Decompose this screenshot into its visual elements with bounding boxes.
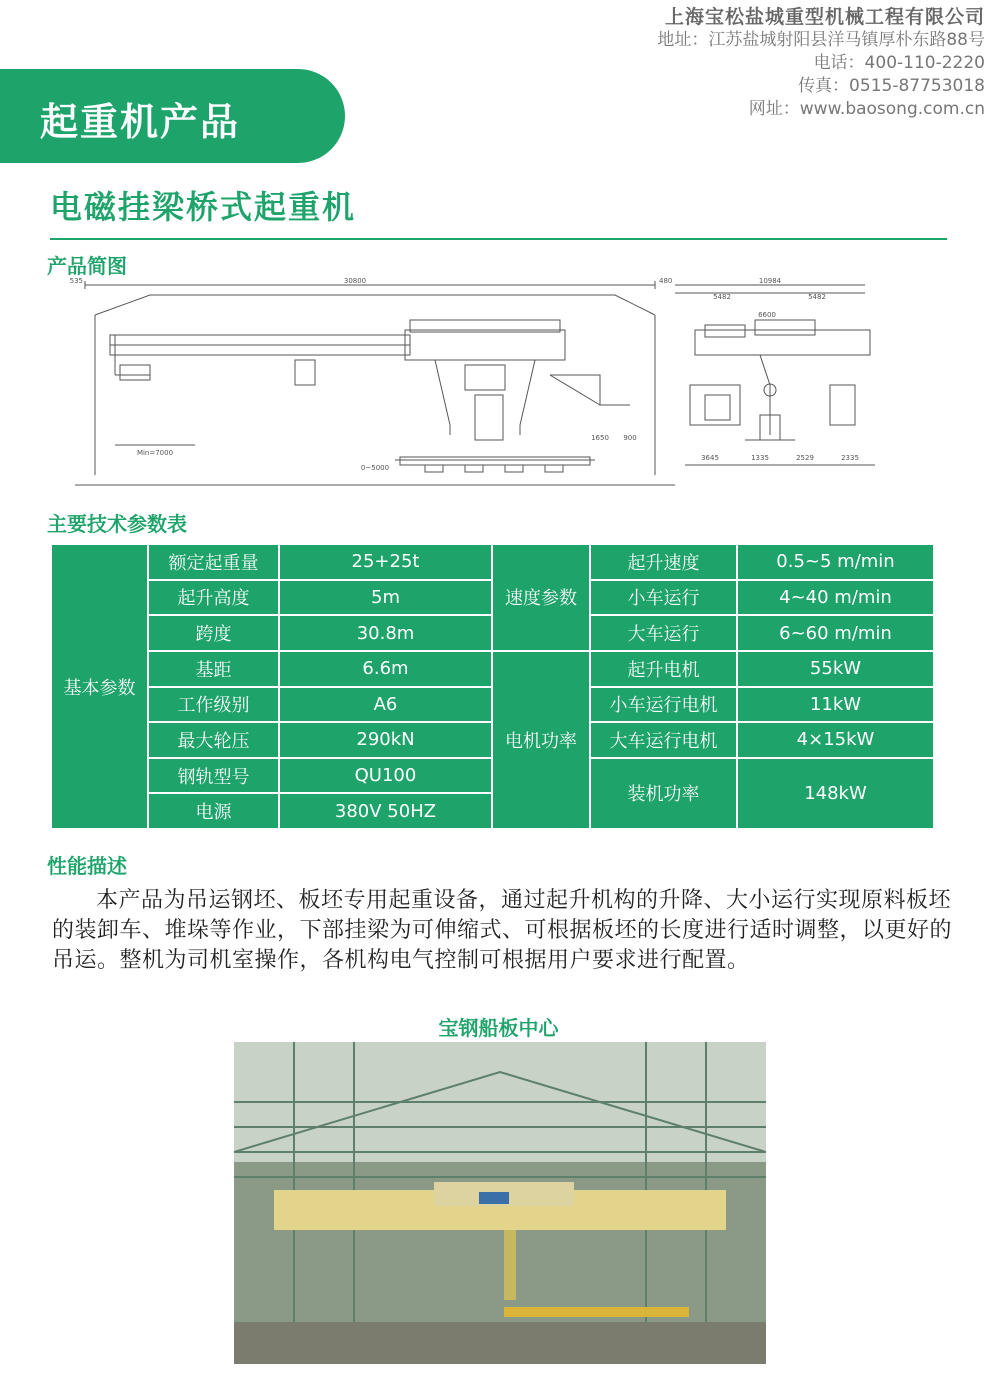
param-label: 跨度	[148, 615, 279, 651]
dim-right-end: 480	[659, 277, 673, 285]
title-divider	[50, 238, 947, 240]
dim-b1: 3645	[701, 454, 719, 462]
dim-d1: 1650	[591, 434, 609, 442]
param-label: 电源	[148, 793, 279, 829]
param-label: 装机功率	[590, 758, 737, 829]
param-value: A6	[279, 687, 492, 723]
table-row	[51, 651, 934, 687]
param-value: 148kW	[737, 758, 934, 829]
banner-label: 起重机产品	[40, 100, 241, 144]
company-address: 地址：江苏盐城射阳县洋马镇厚朴东路88号	[657, 30, 985, 50]
param-label: 起升电机	[590, 651, 737, 687]
performance-text: 本产品为吊运钢坯、板坯专用起重设备，通过起升机构的升降、大小运行实现原料板坯的装卸车、堆垛等作业，下部挂梁为可伸缩式、可根据板坯的长度进行适时调整，以更好的吊运。整机为司机室操作，各机构电气控制可根据用户要求进行配置。	[52, 888, 953, 973]
param-label: 起升高度	[148, 580, 279, 616]
dim-left-end: 535	[69, 277, 83, 285]
table-row	[51, 544, 934, 580]
params-table	[50, 543, 935, 830]
param-value: 380V 50HZ	[279, 793, 492, 829]
installation-photo	[234, 1042, 766, 1364]
param-value: 5m	[279, 580, 492, 616]
param-label: 小车运行电机	[590, 687, 737, 723]
param-value: 55kW	[737, 651, 934, 687]
param-label: 最大轮压	[148, 722, 279, 758]
param-value: 30.8m	[279, 615, 492, 651]
performance-heading: 性能描述	[47, 854, 127, 878]
param-value: 6~60 m/min	[737, 615, 934, 651]
dim-b3: 2529	[796, 454, 814, 462]
product-title: 电磁挂梁桥式起重机	[50, 188, 357, 226]
param-label: 工作级别	[148, 687, 279, 723]
param-value: 25+25t	[279, 544, 492, 580]
param-label: 基距	[148, 651, 279, 687]
group-basic: 基本参数	[51, 544, 148, 829]
param-label: 大车运行电机	[590, 722, 737, 758]
dim-d2: 900	[623, 434, 637, 442]
crane-diagram	[55, 275, 910, 505]
param-value: 290kN	[279, 722, 492, 758]
param-value: 4~40 m/min	[737, 580, 934, 616]
param-label: 额定起重量	[148, 544, 279, 580]
company-name: 上海宝松盐城重型机械工程有限公司	[664, 6, 985, 28]
param-value: 4×15kW	[737, 722, 934, 758]
group-speed: 速度参数	[492, 544, 590, 651]
dim-width-total: 10984	[758, 277, 782, 285]
company-website[interactable]: 网址：www.baosong.com.cn	[748, 99, 985, 119]
company-fax: 传真：0515-87753018	[798, 76, 985, 96]
params-heading: 主要技术参数表	[47, 512, 187, 536]
param-label: 小车运行	[590, 580, 737, 616]
category-banner	[0, 69, 345, 163]
param-value: 11kW	[737, 687, 934, 723]
param-value: 6.6m	[279, 651, 492, 687]
dim-min: Min=7000	[136, 449, 174, 457]
company-phone: 电话：400-110-2220	[813, 53, 985, 73]
dim-half-a: 5482	[713, 293, 731, 301]
dim-b4: 2335	[841, 454, 859, 462]
group-power: 电机功率	[492, 651, 590, 829]
param-label: 大车运行	[590, 615, 737, 651]
photo-caption: 宝钢船板中心	[438, 1016, 559, 1040]
dim-span: 30800	[343, 277, 367, 285]
company-info	[657, 6, 985, 121]
dim-b2: 1335	[751, 454, 769, 462]
param-value: 0.5~5 m/min	[737, 544, 934, 580]
param-value: QU100	[279, 758, 492, 794]
diagram-heading: 产品简图	[47, 254, 127, 278]
param-label: 起升速度	[590, 544, 737, 580]
dim-wheelbase: 6600	[758, 311, 776, 319]
dim-half-b: 5482	[808, 293, 826, 301]
dim-lift: 0~5000	[360, 464, 390, 472]
param-label: 钢轨型号	[148, 758, 279, 794]
